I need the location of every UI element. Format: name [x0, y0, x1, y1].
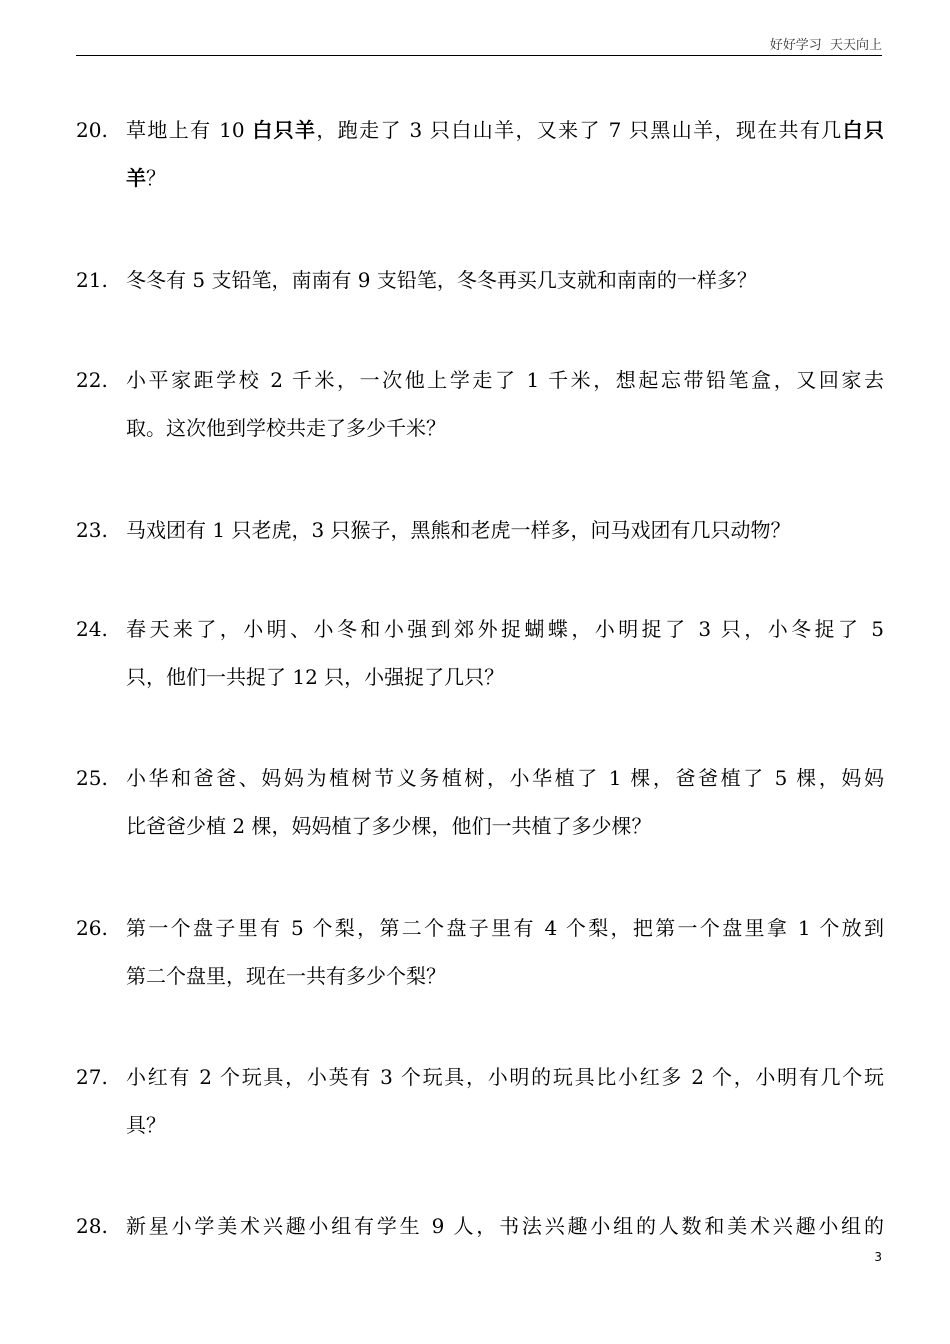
- question-number: 20.: [76, 118, 108, 142]
- text-run: 冬冬有 5 支铅笔，南南有 9 支铅笔，冬冬再买几支就和南南的一样多？: [126, 268, 757, 292]
- text-run: 小华和爸爸、妈妈为植树节义务植树，小华植了 1 棵，爸爸植了 5 棵，妈妈: [126, 766, 884, 790]
- text-run: 第一个盘子里有 5 个梨，第二个盘子里有 4 个梨，把第一个盘里拿 1 个放到: [126, 916, 884, 940]
- text-run: ？: [146, 166, 166, 190]
- question-line: [126, 120, 884, 140]
- question-number: 21.: [76, 268, 108, 292]
- text-run: 马戏团有 1 只老虎，3 只猴子，黑熊和老虎一样多，问马戏团有几只动物？: [126, 518, 791, 542]
- question-number: 22.: [76, 368, 108, 392]
- header-text: 好好学习 天天向上: [769, 38, 882, 53]
- text-run: 具？: [126, 1113, 166, 1137]
- question-line: [126, 370, 884, 390]
- text-run: 草地上有 10: [126, 118, 253, 142]
- text-run: ，跑走了 3 只白山羊，又来了 7 只黑山羊，现在共有几: [316, 118, 843, 142]
- text-run: 小平家距学校 2 千米，一次他上学走了 1 千米，想起忘带铅笔盒，又回家去: [126, 368, 884, 392]
- text-run: 只，他们一共捉了 12 只，小强捉了几只？: [126, 665, 505, 689]
- question-line: [126, 270, 884, 290]
- question-number: 27.: [76, 1065, 108, 1089]
- question-line: [126, 1067, 884, 1087]
- question-number: 24.: [76, 617, 108, 641]
- question-line: [126, 816, 884, 836]
- question-line: [126, 520, 884, 540]
- question-number: 23.: [76, 518, 108, 542]
- question-line: [126, 768, 884, 788]
- text-run: 新星小学美术兴趣小组有学生 9 人，书法兴趣小组的人数和美术兴趣小组的: [126, 1214, 884, 1238]
- text-run: 小红有 2 个玩具，小英有 3 个玩具，小明的玩具比小红多 2 个，小明有几个玩: [126, 1065, 884, 1089]
- text-run: 比爸爸少植 2 棵，妈妈植了多少棵，他们一共植了多少棵？: [126, 814, 652, 838]
- text-run: 取。这次他到学校共走了多少千米？: [126, 416, 446, 440]
- text-run: 第二个盘里，现在一共有多少个梨？: [126, 964, 446, 988]
- question-line: [126, 418, 884, 438]
- question-line: [126, 667, 884, 687]
- question-line: [126, 966, 884, 986]
- question-number: 26.: [76, 916, 108, 940]
- question-number: 28.: [76, 1214, 108, 1238]
- question-line: [126, 168, 884, 188]
- question-line: [126, 918, 884, 938]
- text-run-bold: 白只: [842, 118, 884, 142]
- page-number: 3: [874, 1250, 882, 1264]
- question-line: [126, 619, 884, 639]
- question-line: [126, 1115, 884, 1135]
- text-run-bold: 羊: [126, 166, 146, 190]
- header-rule: [76, 55, 882, 56]
- question-line: [126, 1216, 884, 1236]
- question-number: 25.: [76, 766, 108, 790]
- text-run: 春天来了，小明、小冬和小强到郊外捉蝴蝶，小明捉了 3 只，小冬捉了 5: [126, 617, 884, 641]
- text-run-bold: 白只羊: [252, 118, 317, 142]
